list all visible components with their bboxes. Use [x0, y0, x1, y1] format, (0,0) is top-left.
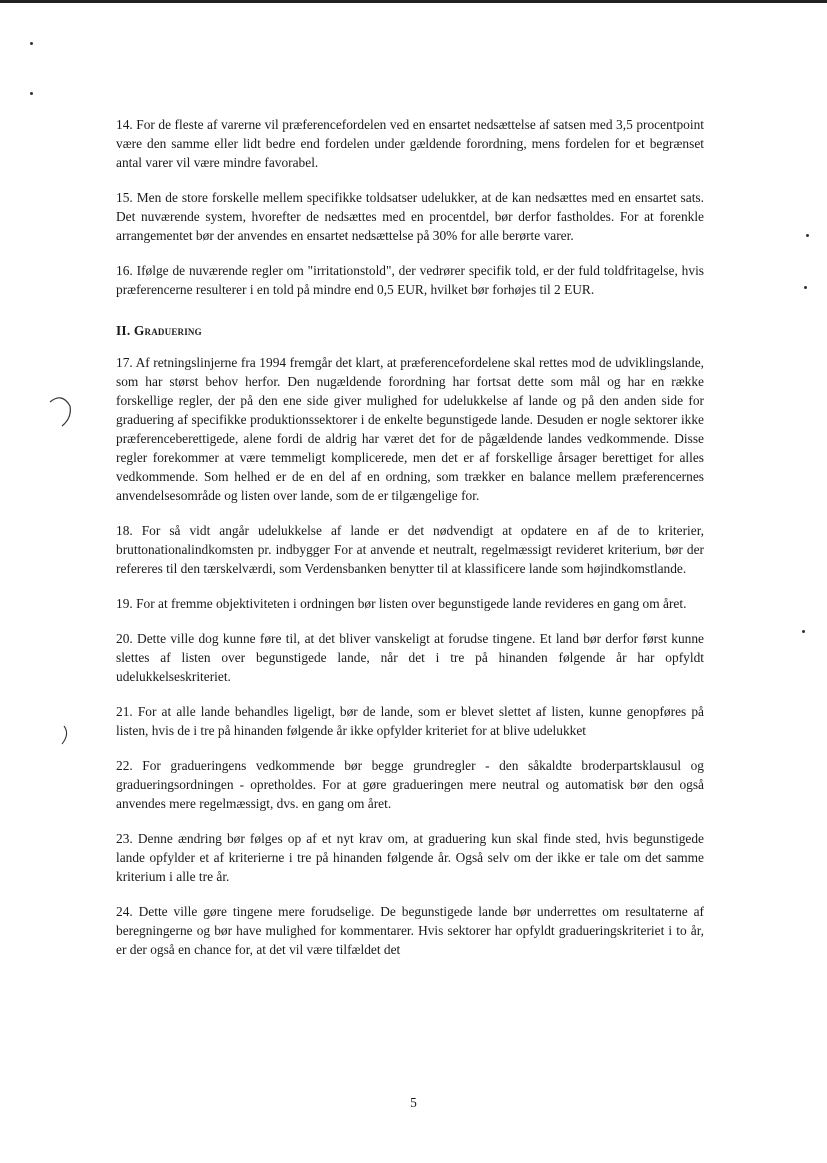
paragraph-21: 21. For at alle lande behandles ligeligt, bør de lande, som er blevet slettet af listen, kunne genopføres på listen, hvis de i tre på hinanden følgende år ikke opfylder kriteriet for at blive udelukket	[116, 704, 704, 738]
paragraph-16: 16. Ifølge de nuværende regler om "irritationstold", der vedrører specifik told, er der fuld toldfritagelse, hvis præferencerne resulterer i en told på mindre end 0,5 EUR, hvilket bør forhøjes til 2 EUR.	[116, 263, 704, 297]
scan-speck	[804, 286, 807, 289]
margin-bracket-mark	[58, 724, 72, 746]
document-body	[116, 115, 704, 975]
scan-speck	[30, 42, 33, 45]
paragraph-23: 23. Denne ændring bør følges op af et nyt krav om, at graduering kun skal finde sted, hvis begunstigede lande opfylder et af kriterierne i tre på hinanden følgende år. Også selv om der ikke er tale om det samme kriterium i alle tre år.	[116, 831, 704, 884]
scan-speck	[30, 92, 33, 95]
paragraph-19: 19. For at fremme objektiviteten i ordningen bør listen over begunstigede lande revideres en gang om året.	[116, 596, 687, 611]
paragraph-24: 24. Dette ville gøre tingene mere forudselige. De begunstigede lande bør underrettes om resultaterne af beregningerne og bør have mulighed for kommentarer. Hvis sektorer har opfyldt gradueringskriteriet i to år, er der også en chance for, at det vil være tilfældet det	[116, 904, 704, 957]
page-top-rule	[0, 0, 827, 3]
paragraph-18: 18. For så vidt angår udelukkelse af lande er det nødvendigt at opdatere en af de to kriterier, bruttonationalindkomsten pr. indbygger For at anvende et neutralt, regelmæssigt revideret kriterium, bør der refereres til den tærskelværdi, som Verdensbanken benytter til at klassificere lande som højindkomstlande.	[116, 523, 704, 576]
paragraph-22: 22. For gradueringens vedkommende bør begge grundregler - den såkaldte broderpartsklausul og gradueringsordningen - opretholdes. For at gøre gradueringen mere neutral og automatisk bør den også anvendes mere regelmæssigt, dvs. en gang om året.	[116, 758, 704, 811]
paragraph-15: 15. Men de store forskelle mellem specifikke toldsatser udelukker, at de kan nedsættes med en ensartet sats. Det nuværende system, hvorefter de nedsættes med en procentdel, bør derfor fastholdes. For at forenkle arrangementet bør der anvendes en ensartet nedsættelse på 30% for alle berørte varer.	[116, 190, 704, 243]
paragraph-20: 20. Dette ville dog kunne føre til, at det bliver vanskeligt at forudse tingene. Et land bør derfor først kunne slettes af listen over begunstigede lande, når det i tre på hinanden følgende år har opfyldt udelukkelseskriteriet.	[116, 631, 704, 684]
paragraph-14: 14. For de fleste af varerne vil præferencefordelen ved en ensartet nedsættelse af satsen med 3,5 procentpoint være den samme eller lidt bedre end fordelen under gældende forordning, mens fordelen for et begrænset antal varer vil være mindre favorabel.	[116, 117, 704, 170]
paragraph-17: 17. Af retningslinjerne fra 1994 fremgår det klart, at præferencefordelene skal rettes mod de udviklingslande, som har størst behov herfor. Den nugældende forordning har fortsat dette som mål og har en række forskellige regler, der på den ene side giver mulighed for udelukkelse af lande og på den anden side for graduering af specifikke produktionssektorer i de enkelte begunstigede lande. Desuden er nogle sektorer ikke præferenceberettigede, alene fordi de aldrig har været det for de pågældende landes vedkommende. Disse regler forekommer at være temmeligt komplicerede, men det er af forskellige årsager berettiget for alles vedkommende. Som helhed er de en del af en ordning, som trækker en balance mellem præferencernes anvendelsesområde og listen over lande, som de er tilgængelige for.	[116, 355, 704, 503]
margin-bracket-mark	[46, 394, 76, 434]
section-heading: II. Graduering	[116, 323, 202, 338]
page-number: 5	[410, 1095, 417, 1110]
scan-speck	[802, 630, 805, 633]
scan-speck	[806, 234, 809, 237]
